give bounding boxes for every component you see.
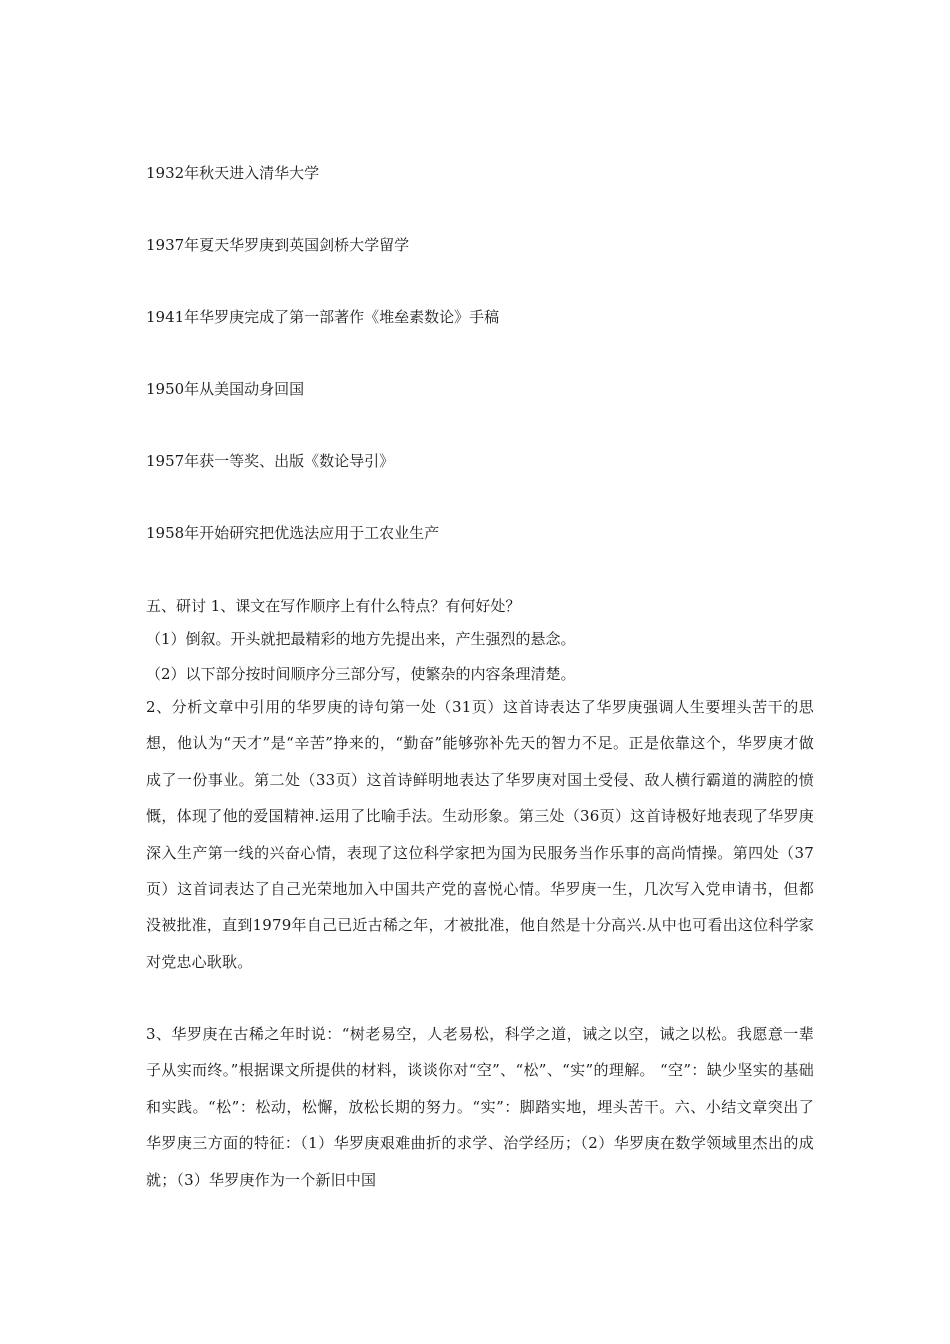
discussion-point-1: （1）倒叙。开头就把最精彩的地方先提出来，产生强烈的悬念。	[146, 630, 576, 648]
discussion-heading: 五、研讨 1、课文在写作顺序上有什么特点？有何好处？	[146, 597, 521, 615]
timeline-item-1937: 1937年夏天华罗庚到英国剑桥大学留学	[146, 236, 410, 254]
timeline-item-1941: 1941年华罗庚完成了第一部著作《堆垒素数论》手稿	[146, 308, 500, 326]
timeline-item-1957: 1957年获一等奖、出版《数论导引》	[146, 452, 395, 470]
timeline-item-1950: 1950年从美国动身回国	[146, 380, 305, 398]
question-3-paragraph: 3、华罗庚在古稀之年时说：“树老易空，人老易松，科学之道，诫之以空，诫之以松。我愿意一辈子从实而终。”根据课文所提供的材料，谈谈你对“空”、“松”、“实”的理解。 “空”：缺少坚实的基础和实践。“松”：松动，松懈，放松长期的努力。“实”：脚踏实地，埋头苦干。六、小结文章突出了华罗庚三方面的特征：（1）华罗庚艰难曲折的求学、治学经历；（2）华罗庚在数学领域里杰出的成就；（3）华罗庚作为一个新旧中国	[146, 1025, 814, 1189]
timeline-item-1932: 1932年秋天进入清华大学	[146, 164, 320, 182]
discussion-point-2: （2）以下部分按时间顺序分三部分写，使繁杂的内容条理清楚。	[146, 665, 576, 683]
question-2-paragraph: 2、分析文章中引用的华罗庚的诗句第一处（31页）这首诗表达了华罗庚强调人生要埋头苦干的思想，他认为“天才”是“辛苦”挣来的，“勤奋”能够弥补先天的智力不足。正是依靠这个，华罗庚才做成了一份事业。第二处（33页）这首诗鲜明地表达了华罗庚对国土受侵、敌人横行霸道的满腔的愤慨，体现了他的爱国精神.运用了比喻手法。生动形象。第三处（36页）这首诗极好地表现了华罗庚深入生产第一线的兴奋心情，表现了这位科学家把为国为民服务当作乐事的高尚情操。第四处（37页）这首词表达了自己光荣地加入中国共产党的喜悦心情。华罗庚一生，几次写入党申请书，但都没被批准，直到1979年自己已近古稀之年，才被批准，他自然是十分高兴.从中也可看出这位科学家对党忠心耿耿。	[146, 698, 814, 971]
timeline-item-1958: 1958年开始研究把优选法应用于工农业生产	[146, 524, 440, 542]
